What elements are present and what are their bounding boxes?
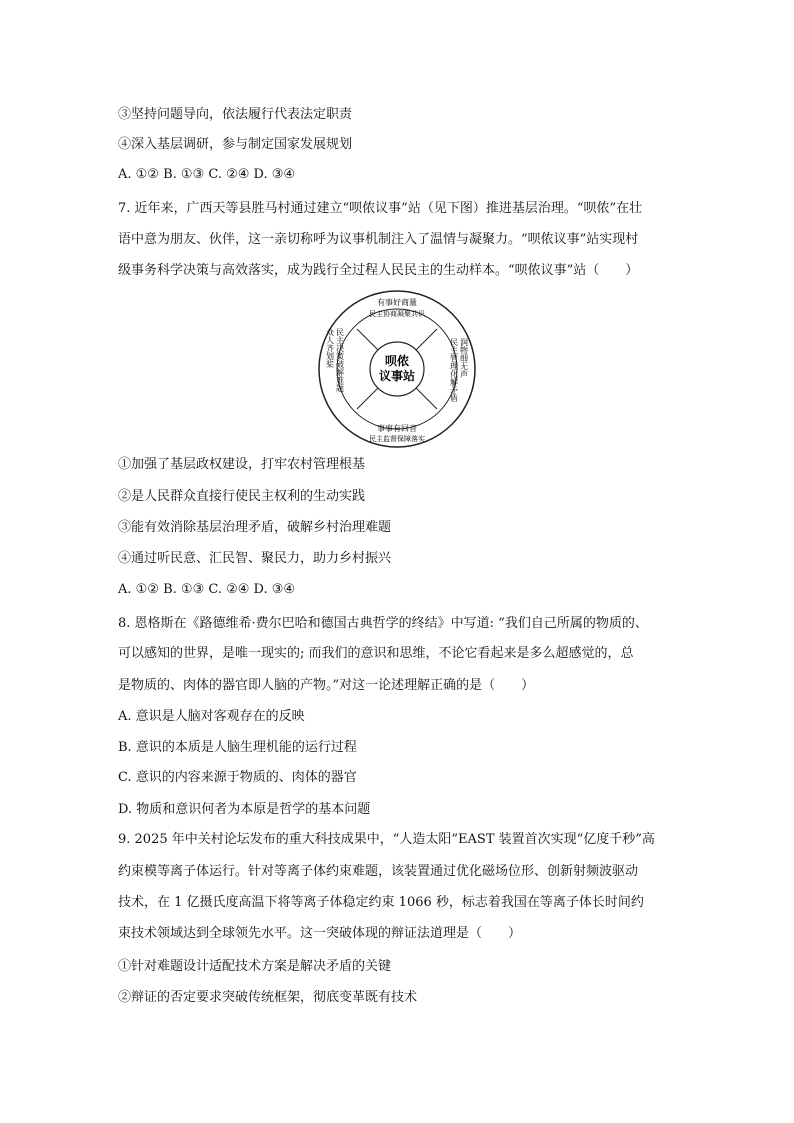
option-4-line: ④深入基层调研，参与制定国家发展规划 bbox=[118, 137, 353, 152]
q8-option-b: B. 意识的本质是人脑生理机能的运行过程 bbox=[118, 740, 357, 755]
q9-option-2: ②辩证的否定要求突破传统框架，彻底变革既有技术 bbox=[118, 990, 418, 1005]
option-3-line: ③坚持问题导向，依法履行代表法定职责 bbox=[118, 107, 353, 122]
right-label-2: 润物细无声 bbox=[459, 338, 469, 378]
q8-option-c: C. 意识的内容来源于物质的、肉体的器官 bbox=[118, 770, 357, 785]
question-7-line-3: 级事务科学决策与高效落实，成为践行全过程人民民主的生动样本。“呗侬议事”站（ ） bbox=[118, 263, 639, 278]
question-9-line-3: 技术，在 1 亿摄氏度高温下将等离子体稳定约束 1066 秒，标志着我国在等离子体长时间约 bbox=[118, 895, 644, 910]
center-label-1: 呗侬 bbox=[384, 354, 410, 368]
answer-choices-q7: A. ①② B. ①③ C. ②④ D. ③④ bbox=[118, 582, 296, 597]
question-7-line-1: 7. 近年来，广西天等县胜马村通过建立“呗侬议事”站（见下图）推进基层治理。“呗侬”在壮 bbox=[118, 201, 643, 216]
right-label-1: 民主管理化解矛盾 bbox=[449, 338, 459, 402]
question-8-line-2: 可以感知的世界，是唯一现实的; 而我们的意识和思维，不论它看起来是多么超感觉的，总 bbox=[118, 646, 634, 661]
beinong-council-diagram bbox=[316, 288, 478, 450]
left-label-2: 众人齐划桨 bbox=[325, 328, 335, 368]
answer-choices-q6: A. ①② B. ①③ C. ②④ D. ③④ bbox=[118, 167, 296, 182]
q7-option-3: ③能有效消除基层治理矛盾，破解乡村治理难题 bbox=[118, 520, 392, 535]
bottom-label-2: 民主监督保障落实 bbox=[369, 435, 425, 443]
bottom-label-1: 事事有回音 bbox=[377, 424, 417, 433]
question-9-line-2: 约束模等离子体运行。针对等离子体约束难题，该装置通过优化磁场位形、创新射频波驱动 bbox=[118, 864, 639, 879]
question-9-line-1: 9. 2025 年中关村论坛发布的重大科技成果中，“人造太阳”EAST 装置首次实现“亿度千秒”高 bbox=[118, 832, 655, 847]
q9-option-1: ①针对难题设计适配技术方案是解决矛盾的关键 bbox=[118, 959, 392, 974]
question-7-line-2: 语中意为朋友、伙伴，这一亲切称呼为议事机制注入了温情与凝聚力。“呗侬议事”站实现村 bbox=[118, 232, 639, 247]
q7-option-4: ④通过听民意、汇民智、聚民力，助力乡村振兴 bbox=[118, 551, 392, 566]
left-label-1: 民主决策破解难题 bbox=[335, 328, 345, 392]
question-8-line-3: 是物质的、肉体的器官即人脑的产物。”对这一论述理解正确的是（ ） bbox=[118, 678, 535, 693]
top-label-1: 有事好商量 bbox=[377, 298, 417, 307]
q7-option-2: ②是人民群众直接行使民主权利的生动实践 bbox=[118, 489, 366, 504]
q8-option-a: A. 意识是人脑对客观存在的反映 bbox=[118, 709, 305, 724]
q7-option-1: ①加强了基层政权建设，打牢农村管理根基 bbox=[118, 457, 366, 472]
question-8-line-1: 8. 恩格斯在《路德维希·费尔巴哈和德国古典哲学的终结》中写道: “我们自己所属的物质的、 bbox=[118, 616, 648, 631]
center-label-2: 议事站 bbox=[378, 369, 416, 383]
top-label-2: 民主协商凝聚共识 bbox=[369, 310, 425, 318]
q8-option-d: D. 物质和意识何者为本原是哲学的基本问题 bbox=[118, 802, 371, 817]
question-9-line-4: 束技术领域达到全球领先水平。这一突破体现的辩证法道理是（ ） bbox=[118, 926, 522, 941]
